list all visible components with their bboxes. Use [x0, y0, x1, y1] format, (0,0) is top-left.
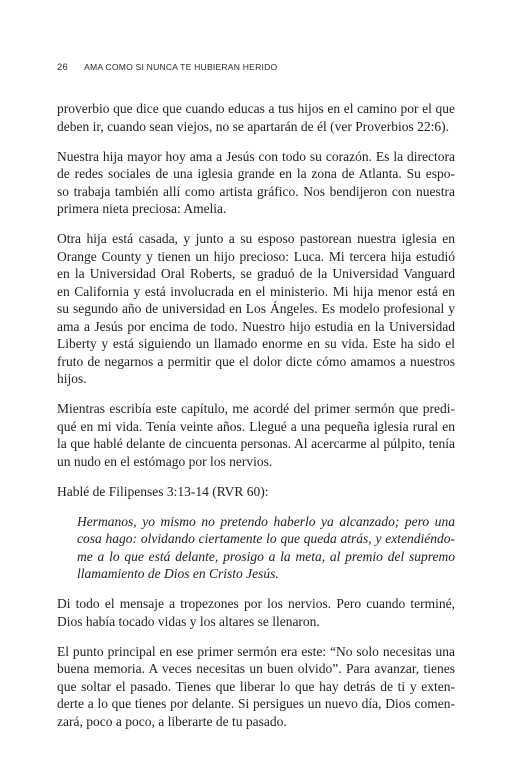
text-line: Di todo el mensaje a tropezones por los nervios. Pero cuando terminé, [57, 596, 455, 611]
text-line: ama a Jesús por encima de todo. Nuestro hijo estudia en la Universidad [57, 318, 455, 334]
text-line: Orange County y tienen un hijo precioso: Luca. Mi tercera hija estudió [57, 248, 455, 264]
text-line: que soltar el pasado. Tienes que liberar lo que hay detrás de ti y exten- [57, 678, 455, 694]
text-line: hijos. [57, 371, 87, 386]
page-number: 26 [57, 62, 68, 73]
paragraph-2 [57, 148, 455, 218]
text-line: Nuestra hija mayor hoy ama a Jesús con todo su corazón. Es la directora [57, 148, 455, 164]
text-line: proverbio que dice que cuando educas a tus hijos en el camino por el que [57, 101, 455, 116]
page-body [57, 100, 455, 730]
block-quote [77, 513, 455, 583]
paragraph-6 [57, 595, 455, 630]
text-line: zará, poco a poco, a liberarte de tu pasado. [57, 713, 287, 729]
text-line: Hablé de Filipenses 3:13-14 (RVR 60): [57, 483, 269, 499]
text-line: su segundo año de universidad en Los Ángeles. Es modelo profesional y [57, 301, 455, 316]
paragraph-3 [57, 230, 455, 388]
text-line: un nudo en el estómago por los nervios. [57, 453, 273, 469]
quote-line: Hermanos, yo mismo no pretendo haberlo ya alcanzado; pero una [77, 513, 455, 529]
paragraph-4 [57, 400, 455, 470]
quote-line: cosa hago: olvidando ciertamente lo que queda atrás, y extendiéndo- [77, 531, 455, 546]
text-line: Mientras escribía este capítulo, me acordé del primer sermón que predi- [57, 401, 455, 416]
text-line: de redes sociales de una iglesia grande en la zona de Atlanta. Su espo- [57, 166, 455, 181]
book-page [57, 60, 455, 743]
text-line: la que hablé delante de cincuenta personas. Al acercarme al púlpito, tenía [57, 436, 455, 451]
text-line: derte a lo que tienes por delante. Si persigues un nuevo día, Dios comen- [57, 696, 455, 711]
quote-line: llamamiento de Dios en Cristo Jesús. [77, 566, 279, 581]
text-line: qué en mi vida. Tenía veinte años. Llegué a una pequeña iglesia rural en [57, 418, 455, 434]
running-title: AMA COMO SI NUNCA TE HUBIERAN HERIDO [84, 62, 278, 72]
quote-line: me a lo que está delante, prosigo a la meta, al premio del supremo [77, 548, 455, 564]
text-line: primera nieta preciosa: Amelia. [57, 201, 227, 216]
paragraph-5 [57, 483, 455, 501]
text-line: so trabaja también allí como artista gráfico. Nos bendijeron con nuestra [57, 183, 455, 199]
text-line: El punto principal en ese primer sermón era este: “No solo necesitas una [57, 643, 455, 659]
paragraph-1 [57, 100, 455, 135]
text-line: fruto de negarnos a permitir que el dolor dicte cómo amamos a nuestros [57, 353, 455, 369]
text-line: en California y está involucrada en el ministerio. Mi hija menor está en [57, 283, 455, 299]
text-line: en la Universidad Oral Roberts, se graduó de la Universidad Vanguard [57, 266, 455, 281]
running-header [57, 60, 455, 74]
text-line: Dios había tocado vidas y los altares se llenaron. [57, 613, 320, 629]
text-line: Otra hija está casada, y junto a su esposo pastorean nuestra iglesia en [57, 231, 455, 246]
text-line: deben ir, cuando sean viejos, no se apartarán de él (ver Proverbios 22:6). [57, 118, 449, 134]
paragraph-7 [57, 643, 455, 731]
text-line: Liberty y está siguiendo un llamado enorme en su vida. Este ha sido el [57, 336, 455, 351]
text-line: buena memoria. A veces necesitas un buen olvido”. Para avanzar, tienes [57, 661, 455, 676]
